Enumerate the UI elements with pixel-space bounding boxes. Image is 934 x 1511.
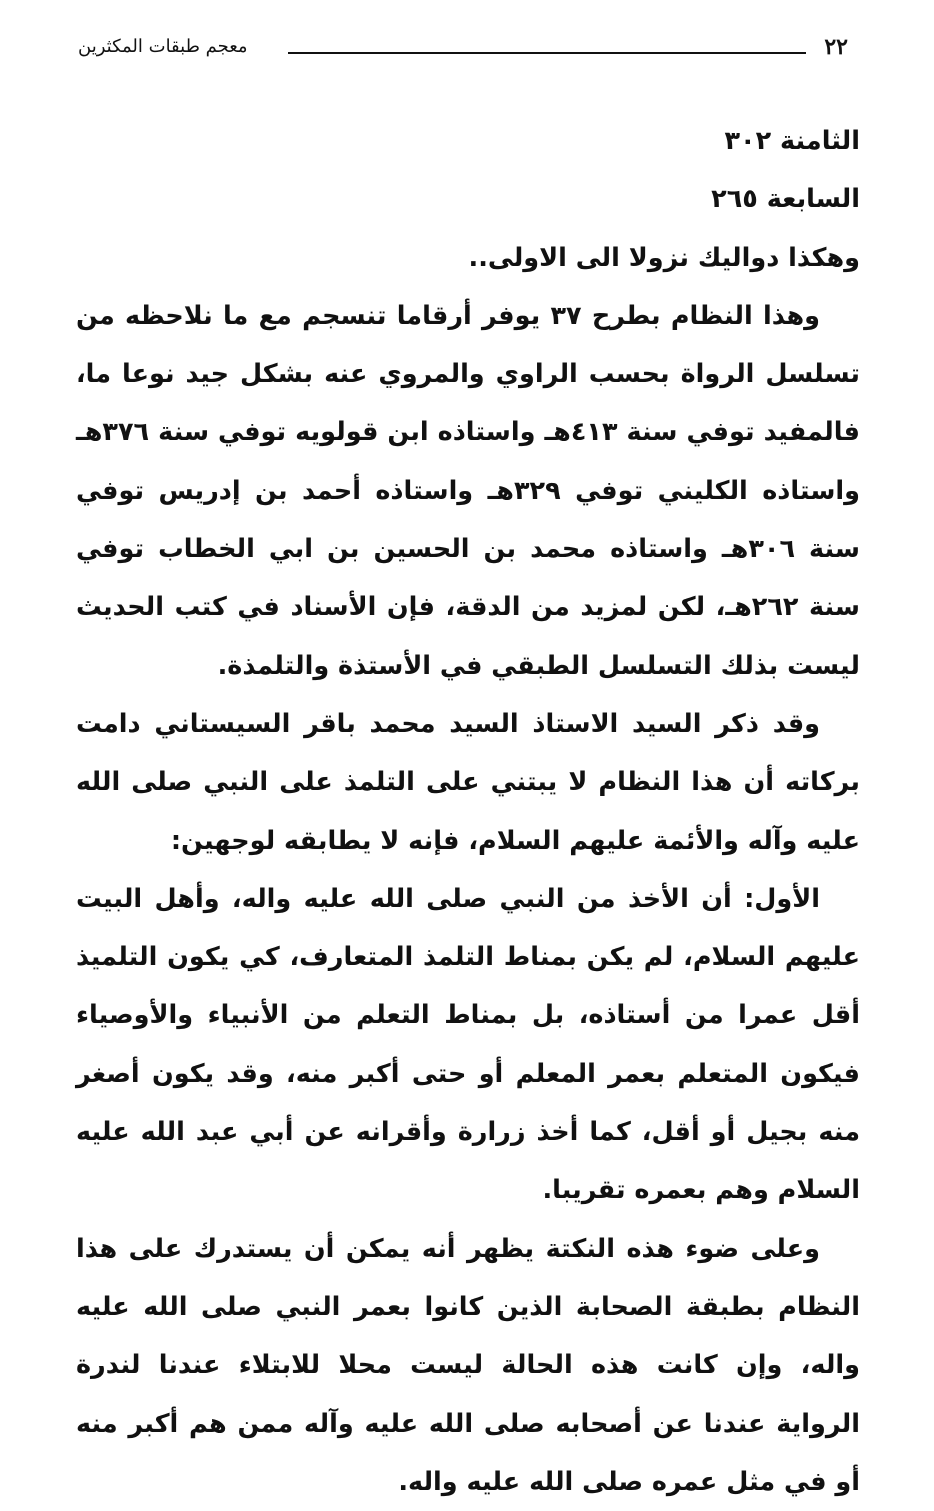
body-line: الثامنة ٣٠٢ <box>724 126 860 156</box>
body-paragraph: وعلى ضوء هذه النكتة يظهر أنه يمكن أن يستدرك على هذا النظام بطبقة الصحابة الذين كانوا بعمر النبي صلى الله عليه واله، وإن كانت هذه الحالة ليست محلا للابتلاء عندنا لندرة الرواية عندنا عن أصحابه صلى الله عليه وآله ممن هم أكبر منه أو في مثل عمره صلى الله عليه واله. <box>76 1233 860 1497</box>
body-paragraph: وهذا النظام بطرح ٣٧ يوفر أرقاما تنسجم مع ما نلاحظه من تسلسل الرواة بحسب الراوي والمروي عنه بشكل جيد نوعا ما، فالمفيد توفي سنة ٤١٣هـ واستاذه ابن قولويه توفي سنة ٣٧٦هـ واستاذه الكليني توفي ٣٢٩هـ واستاذه أحمد بن إدريس توفي سنة ٣٠٦هـ واستاذه محمد بن الحسين بن ابي الخطاب توفي سنة ٢٦٢هـ، لكن لمزيد من الدقة، فإن الأسناد في كتب الحديث ليست بذلك التسلسل الطبقي في الأستذة والتلمذة. <box>76 300 861 681</box>
body-paragraph: وقد ذكر السيد الاستاذ السيد محمد باقر السيستاني دامت بركاته أن هذا النظام لا يبتني على التلمذ على النبي صلى الله عليه وآله والأئمة عليهم السلام، فإنه لا يطابقه لوجهين: <box>76 708 860 856</box>
body-paragraph: الأول: أن الأخذ من النبي صلى الله عليه واله، وأهل البيت عليهم السلام، لم يكن بمناط التلمذ المتعارف، كي يكون التلميذ أقل عمرا من أستاذه، بل بمناط التعلم من الأنبياء والأوصياء فيكون المتعلم بعمر المعلم أو حتى أكبر منه، وقد يكون أصغر منه بجيل أو أقل، كما أخذ زرارة وأقرانه عن أبي عبد الله عليه السلام وهم بعمره تقريبا. <box>76 883 860 1206</box>
page-number: ٢٢ <box>824 34 848 60</box>
header-rule <box>288 52 806 54</box>
page-header <box>78 30 848 70</box>
body-line: وهكذا دواليك نزولا الى الاولى.. <box>468 242 860 273</box>
running-book-title: معجم طبقات المكثرين <box>78 36 248 57</box>
page-body <box>76 112 860 1511</box>
body-line: السابعة ٢٦٥ <box>711 184 860 215</box>
